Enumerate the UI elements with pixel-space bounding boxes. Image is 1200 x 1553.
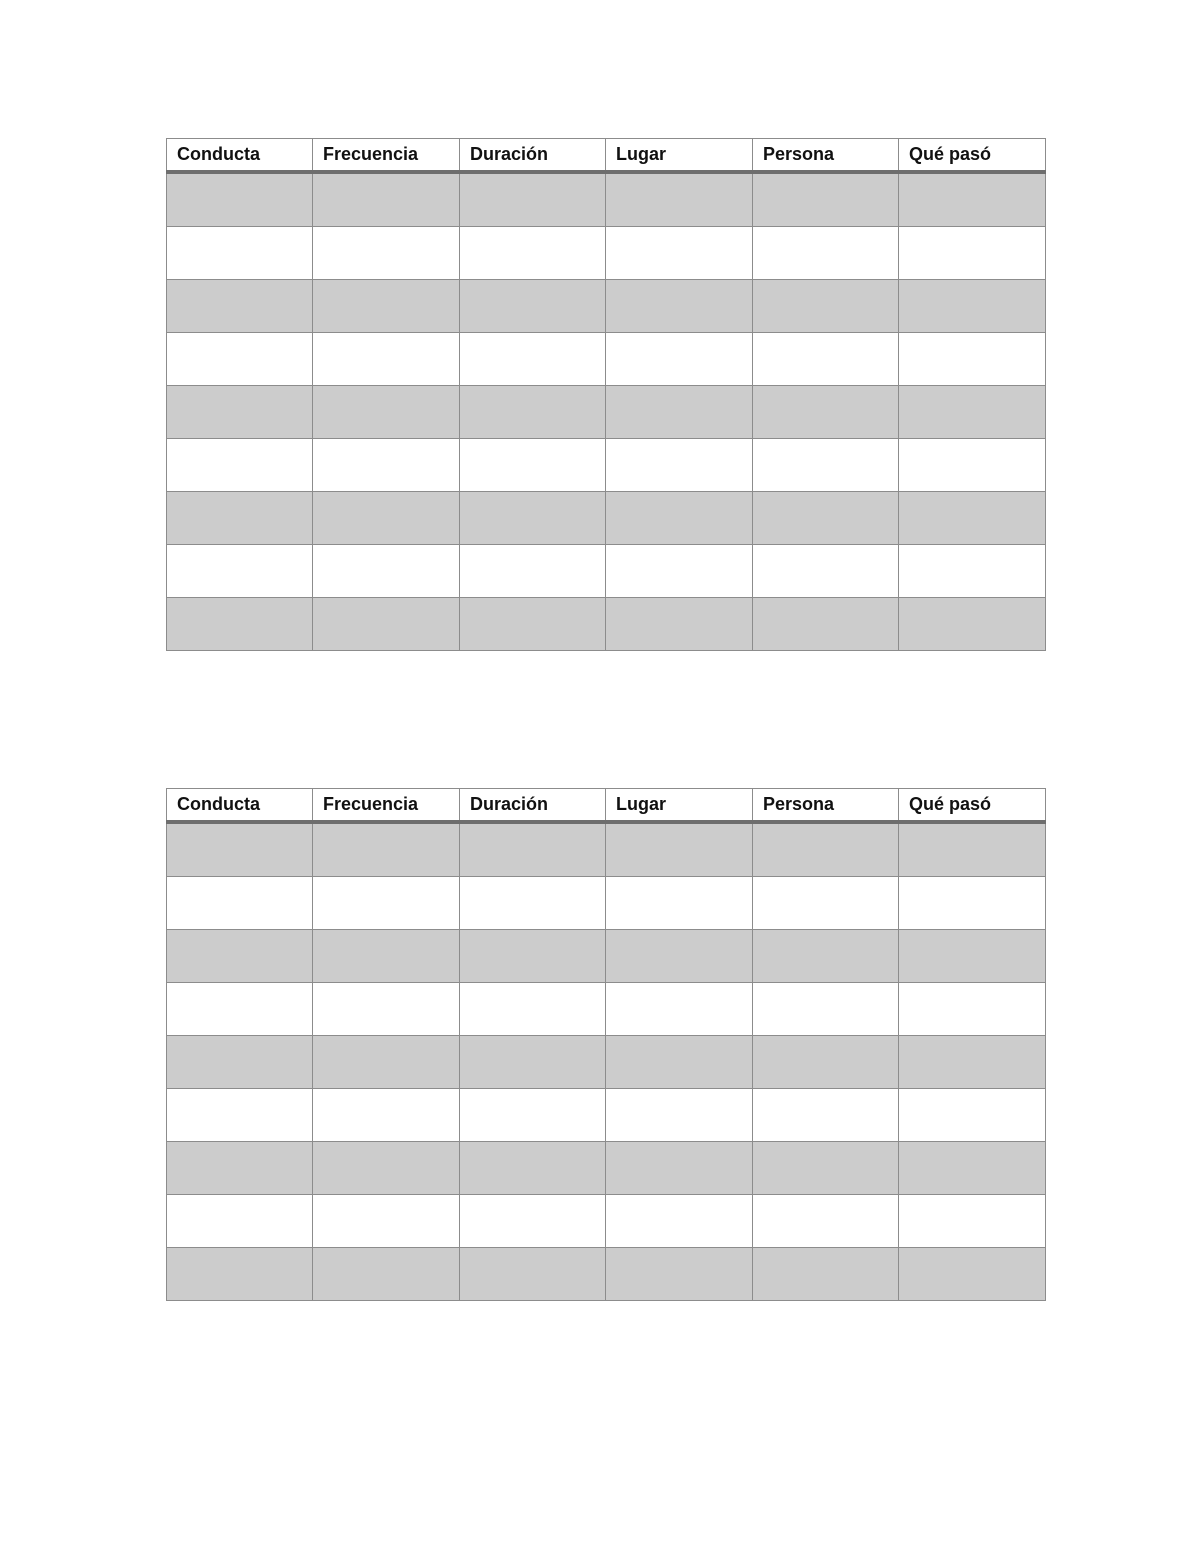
table-row [167, 227, 1046, 280]
empty-cell [606, 822, 753, 877]
empty-cell [606, 545, 753, 598]
empty-cell [167, 172, 313, 227]
table-row [167, 598, 1046, 651]
table-body [167, 172, 1046, 651]
empty-cell [753, 386, 899, 439]
empty-cell [753, 983, 899, 1036]
table-row [167, 1142, 1046, 1195]
empty-cell [460, 280, 606, 333]
empty-cell [606, 172, 753, 227]
empty-cell [313, 1195, 460, 1248]
empty-cell [167, 227, 313, 280]
empty-cell [460, 1142, 606, 1195]
empty-cell [460, 439, 606, 492]
table-header [167, 789, 1046, 823]
table-header [167, 139, 1046, 173]
empty-cell [460, 598, 606, 651]
empty-cell [460, 822, 606, 877]
empty-cell [460, 172, 606, 227]
empty-cell [899, 227, 1046, 280]
empty-cell [313, 1248, 460, 1301]
empty-cell [899, 598, 1046, 651]
empty-cell [167, 822, 313, 877]
empty-cell [753, 1248, 899, 1301]
column-header-persona: Persona [753, 789, 899, 823]
empty-cell [899, 545, 1046, 598]
table-row [167, 1248, 1046, 1301]
header-row [167, 789, 1046, 823]
empty-cell [899, 983, 1046, 1036]
column-header-conducta: Conducta [167, 139, 313, 173]
table-row [167, 439, 1046, 492]
empty-cell [899, 1036, 1046, 1089]
empty-cell [460, 227, 606, 280]
table-row [167, 1195, 1046, 1248]
empty-cell [606, 930, 753, 983]
empty-cell [313, 280, 460, 333]
empty-cell [167, 492, 313, 545]
empty-cell [313, 1036, 460, 1089]
empty-cell [460, 492, 606, 545]
column-header-que-paso: Qué pasó [899, 789, 1046, 823]
empty-cell [899, 280, 1046, 333]
empty-cell [313, 1089, 460, 1142]
empty-cell [606, 983, 753, 1036]
empty-cell [167, 598, 313, 651]
empty-cell [899, 386, 1046, 439]
column-header-duracion: Duración [460, 139, 606, 173]
empty-cell [313, 386, 460, 439]
empty-cell [313, 545, 460, 598]
empty-cell [167, 1036, 313, 1089]
empty-cell [167, 386, 313, 439]
empty-cell [606, 877, 753, 930]
empty-cell [167, 930, 313, 983]
empty-cell [606, 492, 753, 545]
table-row [167, 930, 1046, 983]
empty-cell [606, 1248, 753, 1301]
behavior-log-table-1 [166, 138, 1046, 651]
table-row [167, 1036, 1046, 1089]
column-header-conducta: Conducta [167, 789, 313, 823]
empty-cell [167, 333, 313, 386]
empty-cell [899, 492, 1046, 545]
header-row [167, 139, 1046, 173]
empty-cell [899, 822, 1046, 877]
empty-cell [606, 1036, 753, 1089]
empty-cell [753, 333, 899, 386]
column-header-frecuencia: Frecuencia [313, 789, 460, 823]
empty-cell [460, 545, 606, 598]
empty-cell [606, 386, 753, 439]
empty-cell [313, 172, 460, 227]
table-row [167, 545, 1046, 598]
column-header-que-paso: Qué pasó [899, 139, 1046, 173]
empty-cell [753, 598, 899, 651]
empty-cell [167, 1248, 313, 1301]
empty-cell [167, 280, 313, 333]
empty-cell [899, 1142, 1046, 1195]
empty-cell [167, 877, 313, 930]
table-row [167, 172, 1046, 227]
empty-cell [313, 333, 460, 386]
empty-cell [167, 1195, 313, 1248]
empty-cell [606, 1142, 753, 1195]
table-row [167, 492, 1046, 545]
empty-cell [899, 172, 1046, 227]
empty-cell [753, 227, 899, 280]
table-row [167, 280, 1046, 333]
empty-cell [753, 439, 899, 492]
empty-cell [167, 1142, 313, 1195]
empty-cell [606, 1195, 753, 1248]
table-row [167, 333, 1046, 386]
empty-cell [167, 1089, 313, 1142]
empty-cell [460, 386, 606, 439]
empty-cell [460, 1195, 606, 1248]
table-row [167, 386, 1046, 439]
empty-cell [899, 930, 1046, 983]
empty-cell [460, 930, 606, 983]
table-row [167, 877, 1046, 930]
empty-cell [606, 333, 753, 386]
table-row [167, 822, 1046, 877]
empty-cell [899, 877, 1046, 930]
empty-cell [167, 439, 313, 492]
column-header-lugar: Lugar [606, 789, 753, 823]
empty-cell [313, 983, 460, 1036]
empty-cell [313, 822, 460, 877]
empty-cell [167, 545, 313, 598]
empty-cell [606, 439, 753, 492]
empty-cell [753, 822, 899, 877]
behavior-log-table-2 [166, 788, 1046, 1301]
empty-cell [899, 1195, 1046, 1248]
table-row [167, 983, 1046, 1036]
empty-cell [753, 545, 899, 598]
table-row [167, 1089, 1046, 1142]
empty-cell [313, 1142, 460, 1195]
empty-cell [753, 1142, 899, 1195]
empty-cell [606, 227, 753, 280]
empty-cell [899, 1248, 1046, 1301]
empty-cell [313, 227, 460, 280]
column-header-lugar: Lugar [606, 139, 753, 173]
empty-cell [753, 1089, 899, 1142]
empty-cell [753, 492, 899, 545]
empty-cell [899, 439, 1046, 492]
empty-cell [606, 1089, 753, 1142]
empty-cell [606, 598, 753, 651]
empty-cell [460, 983, 606, 1036]
empty-cell [460, 1089, 606, 1142]
empty-cell [753, 877, 899, 930]
column-header-duracion: Duración [460, 789, 606, 823]
empty-cell [753, 1195, 899, 1248]
empty-cell [753, 280, 899, 333]
table-body [167, 822, 1046, 1301]
empty-cell [899, 1089, 1046, 1142]
empty-cell [460, 1036, 606, 1089]
empty-cell [313, 598, 460, 651]
empty-cell [899, 333, 1046, 386]
column-header-persona: Persona [753, 139, 899, 173]
empty-cell [167, 983, 313, 1036]
empty-cell [606, 280, 753, 333]
empty-cell [753, 930, 899, 983]
empty-cell [313, 930, 460, 983]
empty-cell [460, 333, 606, 386]
empty-cell [313, 439, 460, 492]
empty-cell [460, 877, 606, 930]
empty-cell [753, 172, 899, 227]
empty-cell [313, 877, 460, 930]
column-header-frecuencia: Frecuencia [313, 139, 460, 173]
empty-cell [460, 1248, 606, 1301]
empty-cell [753, 1036, 899, 1089]
empty-cell [313, 492, 460, 545]
